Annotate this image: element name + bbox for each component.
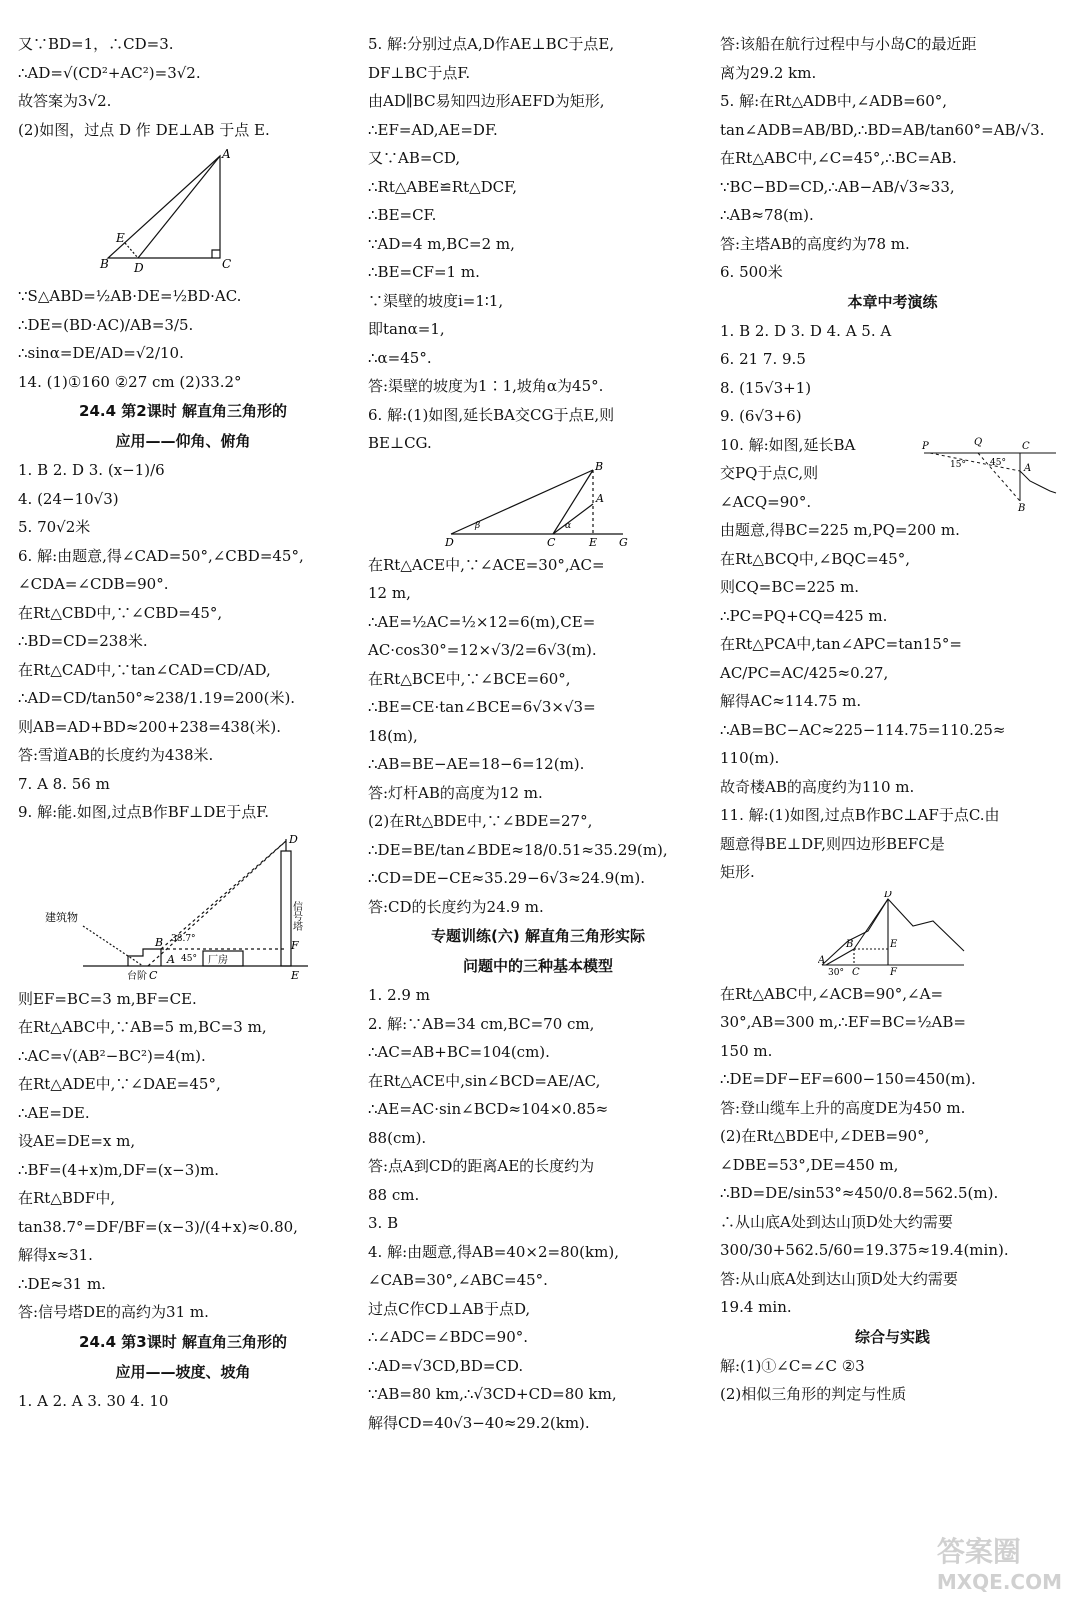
section-heading: 应用——仰角、俯角 — [115, 432, 251, 450]
text-line: 答:渠壁的坡度为1∶1,坡角α为45°. — [368, 377, 604, 395]
text-line: 则AB=AD+BD≈200+238=438(米). — [18, 717, 281, 736]
text-line: ∵S△ABD=½AB·DE=½BD·AC. — [18, 287, 242, 305]
text-line: ∠DBE=53°,DE=450 m, — [720, 1155, 899, 1174]
label-B: B — [595, 461, 604, 473]
text-line: ∴AC=√(AB²−BC²)=4(m). — [18, 1046, 206, 1065]
text-line: 3. B — [368, 1214, 399, 1232]
label-E: E — [116, 231, 125, 245]
watermark-text: 答案圈 — [936, 1535, 1021, 1568]
lamp-post-figure — [443, 462, 633, 547]
text-line: 答:CD的长度约为24.9 m. — [368, 897, 544, 916]
text-line: 又∵AB=CD, — [368, 149, 461, 167]
text-line: 故奇楼AB的高度约为110 m. — [720, 777, 915, 796]
label-D: D — [289, 832, 298, 846]
label-C: C — [149, 968, 158, 981]
text-line: 过点C作CD⊥AB于点D, — [368, 1299, 531, 1318]
text-line: 矩形. — [720, 863, 755, 881]
text-line: 1. B 2. D 3. (x−1)/6 — [18, 461, 165, 479]
text-line: ∠CDA=∠CDB=90°. — [18, 575, 169, 593]
text-line: 12 m, — [368, 584, 411, 602]
text-line: ∴α=45°. — [368, 348, 432, 367]
text-line: ∴sinα=DE/AD=√2/10. — [18, 344, 184, 362]
text-line: 答:点A到CD的距离AE的长度约为 — [368, 1157, 595, 1175]
text-line: 7. A 8. 56 m — [18, 774, 110, 793]
label-P: P — [922, 440, 929, 452]
text-line: 4. (24−10√3) — [18, 489, 119, 508]
label-E: E — [291, 968, 300, 981]
angle-beta: β — [475, 520, 481, 531]
mountain-figure — [818, 891, 968, 976]
text-line: BE⊥CG. — [368, 434, 432, 452]
text-line: ∴Rt△ABE≌Rt△DCF, — [368, 177, 517, 196]
text-line: AC/PC=AC/425≈0.27, — [720, 663, 889, 682]
text-line: ∴AE=DE. — [18, 1103, 90, 1122]
text-line: ∴AD=√(CD²+AC²)=3√2. — [18, 63, 201, 82]
text-line: ∵渠壁的坡度i=1∶1, — [368, 291, 504, 310]
label-D: D — [445, 535, 454, 547]
section-heading: 应用——坡度、坡角 — [115, 1362, 251, 1381]
text-line: AC·cos30°=12×√3/2=6√3(m). — [368, 641, 597, 659]
angle-45: 45° — [181, 953, 197, 964]
text-line: 在Rt△CAD中,∵tan∠CAD=CD/AD, — [18, 660, 271, 679]
text-line: 5. 解:分别过点A,D作AE⊥BC于点E, — [368, 35, 615, 53]
text-line: 11. 解:(1)如图,过点B作BC⊥AF于点C.由 — [720, 806, 1000, 824]
label-C: C — [851, 966, 860, 976]
text-line: 在Rt△ACE中,∵∠ACE=30°,AC= — [368, 555, 605, 574]
text-line: 答:雪道AB的长度约为438米. — [18, 746, 214, 764]
label-A: A — [596, 491, 604, 505]
angle-38.7: 38.7° — [171, 933, 196, 944]
text-line: 答:从山底A处到达山顶D处大约需要 — [720, 1269, 958, 1288]
text-line: ∴BE=CE·tan∠BCE=6√3×√3= — [368, 698, 596, 716]
text-line: 解:(1)①∠C=∠C ②3 — [720, 1356, 865, 1375]
text-line: DF⊥BC于点F. — [368, 63, 471, 82]
text-line: 答:灯杆AB的高度为12 m. — [368, 783, 543, 802]
text-line: 在Rt△ABC中,∠C=45°,∴BC=AB. — [720, 149, 957, 167]
text-line: 6. 解:(1)如图,延长BA交CG于点E,则 — [368, 405, 615, 424]
label-C: C — [1022, 440, 1030, 452]
text-line: 设AE=DE=x m, — [18, 1132, 136, 1150]
text-line: ∠ACQ=90°. — [720, 492, 812, 511]
text-line: 解得x≈31. — [18, 1246, 93, 1264]
text-line: tan38.7°=DF/BF=(x−3)/(4+x)≈0.80, — [18, 1217, 298, 1236]
text-line: 在Rt△BCQ中,∠BQC=45°, — [720, 549, 910, 568]
text-line: 4. 解:由题意,得AB=40×2=80(km), — [368, 1242, 619, 1261]
text-line: 答:主塔AB的高度约为78 m. — [720, 234, 910, 253]
text-line: (2)如图，过点 D 作 DE⊥AB 于点 E. — [18, 120, 270, 139]
section-heading: 24.4 第2课时 解直角三角形的 — [79, 402, 287, 420]
label-A: A — [817, 954, 825, 966]
text-line: ∴DE=BE/tan∠BDE≈18/0.51≈35.29(m), — [368, 840, 668, 859]
text-line: 解得CD=40√3−40≈29.2(km). — [368, 1413, 590, 1432]
label-A: A — [222, 148, 231, 161]
section-heading: 本章中考演练 — [847, 292, 938, 311]
text-line: ∴BF=(4+x)m,DF=(x−3)m. — [18, 1160, 220, 1179]
column-left — [18, 30, 348, 1415]
text-line: 30°,AB=300 m,∴EF=BC=½AB= — [720, 1013, 966, 1031]
text-line: ∴CD=DE−CE≈35.29−6√3≈24.9(m). — [368, 869, 645, 887]
text-line: 6. 21 7. 9.5 — [720, 350, 806, 368]
text-line: 故答案为3√2. — [18, 92, 112, 110]
text-line: ∴BD=DE/sin53°≈450/0.8=562.5(m). — [720, 1184, 999, 1202]
text-line: 2. 解:∵AB=34 cm,BC=70 cm, — [368, 1014, 595, 1033]
label-D: D — [883, 890, 892, 900]
text-line: 离为29.2 km. — [720, 63, 817, 82]
label-D: D — [134, 261, 144, 275]
text-line: ∴AD=CD/tan50°≈238/1.19=200(米). — [18, 689, 296, 707]
text-line: ∴PC=PQ+CQ=425 m. — [720, 606, 888, 625]
text-line: 14. (1)①160 ②27 cm (2)33.2° — [18, 372, 242, 391]
text-line: 则EF=BC=3 m,BF=CE. — [18, 989, 197, 1008]
text-line: 则CQ=BC=225 m. — [720, 578, 860, 596]
column-right — [720, 30, 1065, 1409]
text-line: 在Rt△BDF中, — [18, 1189, 116, 1207]
angle-30: 30° — [827, 967, 844, 976]
text-line: 在Rt△ADE中,∵∠DAE=45°, — [18, 1075, 221, 1093]
text-line: 由AD∥BC易知四边形AEFD为矩形, — [368, 92, 605, 110]
label-B: B — [155, 935, 164, 949]
text-line: 10. 解:如图,延长BA — [720, 435, 856, 454]
text-line: ∴∠ADC=∠BDC=90°. — [368, 1328, 529, 1346]
text-line: ∴DE=(BD·AC)/AB=3/5. — [18, 315, 194, 334]
text-line: 6. 解:由题意,得∠CAD=50°,∠CBD=45°, — [18, 546, 304, 565]
section-heading: 问题中的三种基本模型 — [462, 957, 613, 975]
angle-alpha: α — [565, 520, 572, 531]
label-B: B — [1018, 502, 1026, 511]
label-G: G — [619, 535, 628, 547]
text-line: ∠CAB=30°,∠ABC=45°. — [368, 1271, 548, 1289]
text-line: 1. 2.9 m — [368, 986, 430, 1004]
text-line: (2)相似三角形的判定与性质 — [720, 1385, 907, 1403]
text-line: 答:信号塔DE的高约为31 m. — [18, 1303, 209, 1321]
section-heading: 24.4 第3课时 解直角三角形的 — [79, 1332, 287, 1351]
text-line: ∴BE=CF. — [368, 206, 437, 224]
triangle-figure — [98, 148, 268, 278]
text-line: 答:该船在航行过程中与小岛C的最近距 — [720, 35, 977, 53]
label-C: C — [222, 257, 232, 271]
text-line: 150 m. — [720, 1041, 773, 1060]
text-line: ∴AB≈78(m). — [720, 206, 814, 224]
text-line: ∴AE=½AC=½×12=6(m),CE= — [368, 612, 596, 631]
label-E: E — [889, 938, 897, 950]
text-line: ∴BE=CF=1 m. — [368, 263, 480, 281]
text-line: 6. 500米 — [720, 263, 783, 281]
text-line: 在Rt△ABC中,∵AB=5 m,BC=3 m, — [18, 1018, 267, 1036]
column-middle — [368, 30, 708, 1437]
text-line: 18(m), — [368, 726, 418, 745]
coast-figure — [920, 431, 1060, 511]
problem-10-block — [720, 431, 1065, 517]
text-line: ∴AB=BE−AE=18−6=12(m). — [368, 755, 585, 773]
tower-label: 信号塔 — [290, 900, 302, 931]
text-line: ∴AD=√3CD,BD=CD. — [368, 1356, 524, 1375]
text-line: ∵BC−BD=CD,∴AB−AB/√3≈33, — [720, 177, 955, 196]
text-line: 答:登山缆车上升的高度DE为450 m. — [720, 1098, 966, 1117]
text-line: 5. 解:在Rt△ADB中,∠ADB=60°, — [720, 92, 948, 110]
text-line: ∴DE=DF−EF=600−150=450(m). — [720, 1070, 976, 1088]
angle-15: 15° — [950, 459, 966, 470]
text-line: ∵AB=80 km,∴√3CD+CD=80 km, — [368, 1385, 617, 1403]
label-B: B — [845, 938, 853, 950]
text-line: 解得AC≈114.75 m. — [720, 692, 862, 710]
text-line: ∴AC=AB+BC=104(cm). — [368, 1043, 550, 1061]
text-line: 1. A 2. A 3. 30 4. 10 — [18, 1391, 169, 1410]
text-line: 88(cm). — [368, 1128, 427, 1147]
text-line: 在Rt△PCA中,tan∠APC=tan15°= — [720, 635, 962, 653]
text-line: ∴DE≈31 m. — [18, 1274, 106, 1293]
label-C: C — [547, 535, 556, 547]
text-line: 110(m). — [720, 749, 780, 767]
text-line: 88 cm. — [368, 1185, 420, 1204]
angle-45: 45° — [990, 457, 1006, 468]
text-line: 9. 解:能.如图,过点B作BF⊥DE于点F. — [18, 803, 270, 821]
text-line: 在Rt△BCE中,∵∠BCE=60°, — [368, 669, 571, 688]
text-line: 又∵BD=1，∴CD=3. — [18, 35, 174, 53]
text-line: 19.4 min. — [720, 1298, 792, 1316]
text-line: 题意得BE⊥DF,则四边形BEFC是 — [720, 834, 945, 853]
text-line: 在Rt△ACE中,sin∠BCD=AE/AC, — [368, 1071, 601, 1090]
text-line: 由题意,得BC=225 m,PQ=200 m. — [720, 521, 960, 539]
section-heading: 专题训练(六) 解直角三角形实际 — [431, 927, 645, 945]
text-line: ∴AB=BC−AC≈225−114.75=110.25≈ — [720, 720, 1006, 739]
plant-label: 厂房 — [208, 954, 228, 966]
label-F: F — [291, 938, 299, 952]
text-line: 即tanα=1, — [368, 320, 445, 338]
text-line: ∴从山底A处到达山顶D处大约需要 — [720, 1212, 953, 1231]
watermark-url: MXQE.COM — [936, 1570, 1062, 1594]
text-line: tan∠ADB=AB/BD,∴BD=AB/tan60°=AB/√3. — [720, 120, 1045, 139]
text-line: 在Rt△ABC中,∠ACB=90°,∠A= — [720, 984, 944, 1003]
label-Q: Q — [974, 436, 983, 448]
text-line: (2)在Rt△BDE中,∵∠BDE=27°, — [368, 812, 593, 830]
text-line: 9. (6√3+6) — [720, 407, 802, 425]
text-line: (2)在Rt△BDE中,∠DEB=90°, — [720, 1127, 930, 1145]
text-line: 在Rt△CBD中,∵∠CBD=45°, — [18, 603, 223, 622]
building-label: 建筑物 — [45, 910, 78, 924]
text-line: ∵AD=4 m,BC=2 m, — [368, 234, 515, 253]
watermark-logo — [937, 1530, 1062, 1594]
text-line: ∴EF=AD,AE=DF. — [368, 120, 498, 139]
section-heading: 综合与实践 — [854, 1327, 930, 1346]
steps-label: 台阶 — [127, 970, 147, 981]
text-line: 交PQ于点C,则 — [720, 464, 819, 482]
label-B: B — [100, 257, 109, 271]
text-line: ∴BD=CD=238米. — [18, 632, 148, 650]
label-E: E — [589, 535, 598, 547]
text-line: 8. (15√3+1) — [720, 378, 812, 397]
signal-tower-figure — [43, 831, 323, 981]
text-line: 5. 70√2米 — [18, 518, 91, 536]
text-line: ∴AE=AC·sin∠BCD≈104×0.85≈ — [368, 1100, 609, 1118]
label-A: A — [167, 952, 175, 966]
text-line: 300/30+562.5/60=19.375≈19.4(min). — [720, 1241, 1009, 1259]
label-F: F — [889, 966, 897, 976]
label-A: A — [1024, 462, 1032, 474]
text-line: 1. B 2. D 3. D 4. A 5. A — [720, 321, 892, 340]
